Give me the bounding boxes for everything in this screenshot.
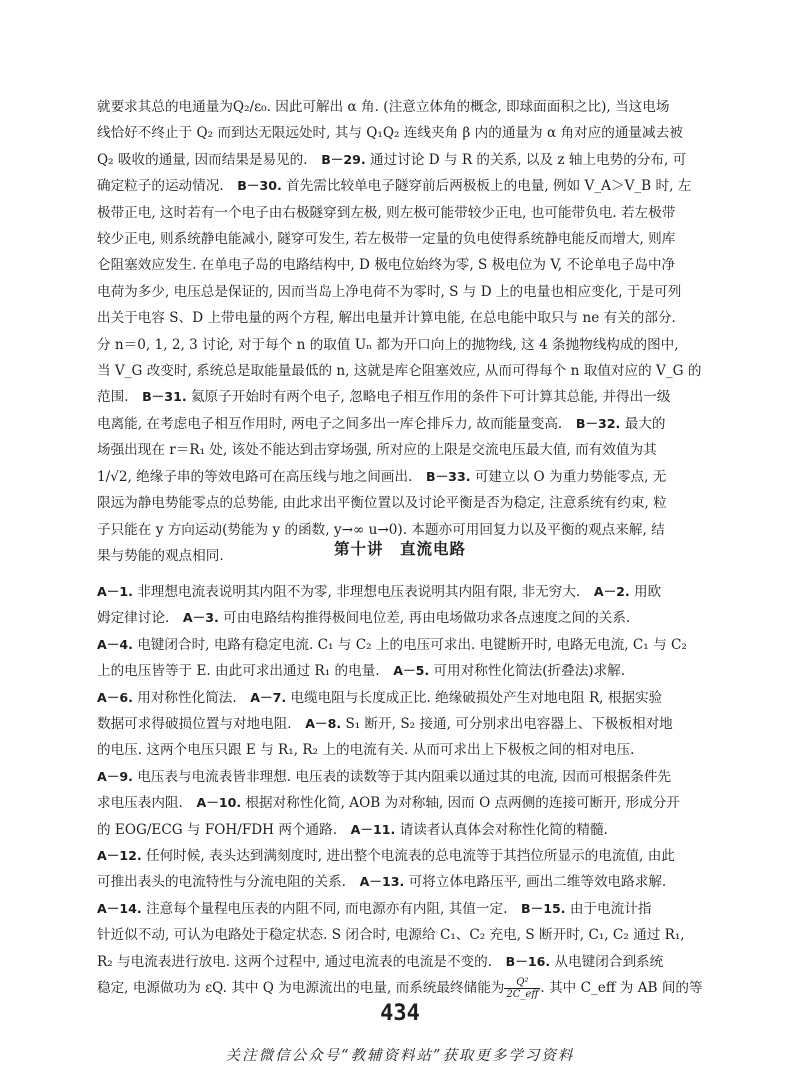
- problem-label: B－29.: [321, 151, 366, 167]
- footer-watermark: 关注微信公众号“教辅资料站”获取更多学习资料: [225, 1048, 575, 1064]
- problem-label: A－9.: [97, 768, 133, 784]
- problem-label: A－8.: [305, 716, 342, 732]
- section-paragraph-1: 就要求其总的电通量为Q₂/ε₀. 因此可解出 α 角. (注意立体角的概念, 即球面面积之比), 当这电场 线恰好不终止于 Q₂ 而到达无限远处时, 其与 Q₁Q₂ 连线夹角 β 内的通量为 α 角对应的通量减去被 Q₂ 吸收的通量, 因而结果是易见的. B－29. 通过讨论 D 与 R 的关系, 以及 z 轴上电势的分布, 可 确定粒子的运动情况. B－30. 首先需比较单电子隧穿前后两极板上的电量, 例如 V_A＞V_B 时, 左 极带正电, 这时若有一个电子由右极隧穿到左极, 则左极可能带较少正电, 也可能带负电. 若左极带 较少正电, 则系统静电能减小, 隧穿可发生, 若左极带一定量的负电使得系统静电能反而增大, 则库 仑阻塞效应发生. 在单电子岛的电路结构中, D 极电位始终为零, S 极电位为 V, 不论单电子岛中净 电荷为多少, 电压总是保证的, 因而当岛上净电荷不为零时, S 与 D 上的电量也相应变化, 于是可列 出关于电容 S、D 上带电量的两个方程, 解出电量并计算电能, 在总电能中取只与 ne 有关的部分. 分 n＝0, 1, 2, 3 讨论, 对于每个 n 的取值 Uₙ 都为开口向上的抛物线, 这 4 条抛物线构成的图中, 当 V_G 改变时, 系统总是取能量最低的 n, 这就是库仑阻塞效应, 从而可得每个 n 取值对应的 V_G 的 范围. B－31. 氦原子开始时有两个电子, 忽略电子相互作用的条件下可计算其总能, 并得出一级 电离能, 在考虑电子相互作用时, 两电子之间多出一库仑排斥力, 故而能量变高. B－32. 最大的 场强出现在 r＝R₁ 处, 该处不能达到击穿场强, 所对应的上限是交流电压最大值, 而有效值为其 1/√2, 绝缘子串的等效电路可在高压线与地之间画出. B－33. 可建立以 O 为重力势能零点, 无 限远为静电势能零点的总势能, 由此求出平衡位置以及讨论平衡是否为稳定, 注意系统有约束, 粒 子只能在 y 方向运动(势能为 y 的函数, y→∞ u→0). 本题亦可用回复力以及平衡的观点来解, 结 果与势能的观点相同.: [97, 99, 702, 564]
- page-number: 434: [380, 1001, 420, 1026]
- problem-label: A－5.: [393, 663, 430, 679]
- problem-label: A－1.: [97, 584, 133, 599]
- problem-label: B－16.: [505, 953, 551, 969]
- chapter-heading: 第十讲 直流电路: [333, 540, 466, 558]
- problem-label: B－31.: [142, 389, 187, 405]
- problem-label: A－2.: [593, 584, 630, 599]
- problem-label: A－11.: [350, 821, 396, 837]
- problem-label: A－6.: [97, 689, 133, 705]
- energy-fraction: $\frac{\text{Q²}}{\text{2C\_eff}}$: [506, 977, 539, 1001]
- problem-label: B－15.: [521, 900, 566, 916]
- problem-label: A－12.: [97, 848, 142, 864]
- problem-label: A－14.: [97, 900, 142, 916]
- section-paragraph-2: A－1. 非理想电流表说明其内阻不为零, 非理想电压表说明其内阻有限, 非无穷大. A－2. 用欧 姆定律讨论. A－3. 可由电路结构推得极间电位差, 再由电场做功求各点速度之间的关系. A－4. 电键闭合时, 电路有稳定电流. C₁ 与 C₂ 上的电压可求出. 电键断开时, 电路无电流, C₁ 与 C₂ 上的电压皆等于 E. 由此可求出通过 R₁ 的电量. A－5. 可用对称性化简法(折叠法)求解. A－6. 用对称性化简法. A－7. 电缆电阻与长度成正比. 绝缘破损处产生对地电阻 R, 根据实验 数据可求得破损位置与对地电阻. A－8. S₁ 断开, S₂ 接通, 可分别求出电容器上、下极板相对地 的电压. 这两个电压只跟 E 与 R₁, R₂ 上的电流有关. 从而可求出上下极板之间的相对电压. A－9. 电压表与电流表皆非理想. 电压表的读数等于其内阻乘以通过其的电流, 因而可根据条件先 求电压表内阻. A－10. 根据对称性化简, AOB 为对称轴, 因而 O 点两侧的连接可断开, 形成分开 的 EOG/ECG 与 FOH/FDH 两个通路. A－11. 请读者认真体会对称性化简的精髓. A－12. 任何时候, 表头达到满刻度时, 进出整个电流表的总电流等于其挡位所显示的电流值, 由此 可推出表头的电流特性与分流电阻的关系. A－13. 可将立体电路压平, 画出二维等效电路求解. A－14. 注意每个量程电压表的内阻不同, 而电源亦有内阻, 其值一定. B－15. 由于电流计指 针近似不动, 可认为电路处于稳定状态. S 闭合时, 电源给 C₁、C₂ 充电, S 断开时, C₁, C₂ 通过 R₁, R₂ 与电流表进行放电. 这两个过程中, 通过电流表的电流是不变的. B－16. 从电键闭合到系统 稳定, 电源做功为 εQ. 其中 Q 为电源流出的电量, 而系统最终储能为 $\frac{\text{Q²}}{\text{2C\_eff}}$ . 其中 C_eff 为 AB 间的等: [97, 584, 703, 1001]
- problem-label: B－30.: [237, 178, 282, 194]
- problem-label: B－32.: [575, 415, 621, 431]
- problem-label: A－4.: [97, 636, 133, 652]
- problem-label: A－10.: [196, 795, 242, 811]
- problem-label: A－3.: [182, 610, 219, 626]
- problem-label: A－13.: [359, 874, 405, 890]
- problem-label: B－33.: [425, 468, 471, 484]
- problem-label: A－7.: [250, 689, 287, 705]
